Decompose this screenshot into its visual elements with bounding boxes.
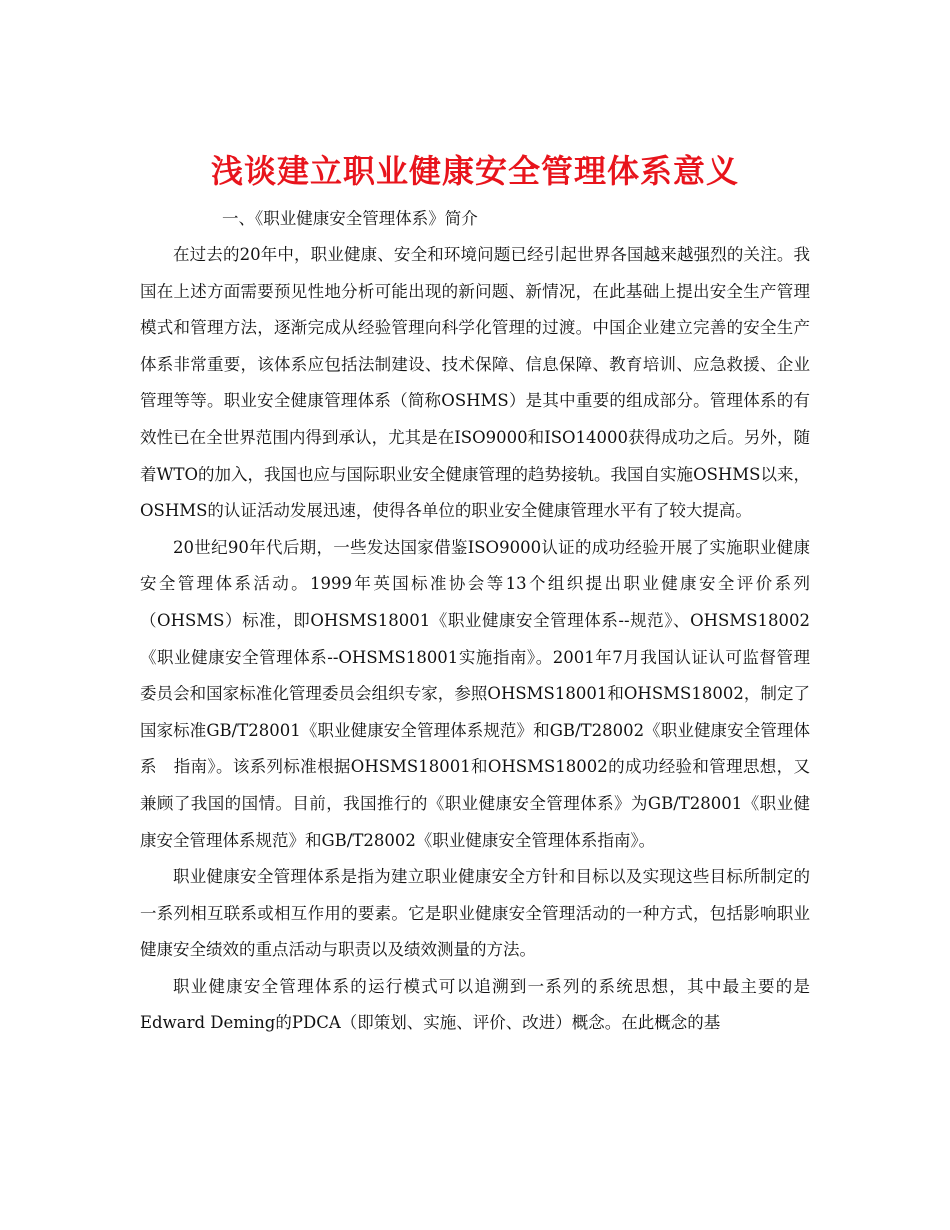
section-heading: 一、《职业健康安全管理体系》简介 — [222, 209, 478, 228]
document-body — [140, 201, 810, 1042]
paragraph-intro: 在过去的20年中，职业健康、安全和环境问题已经引起世界各国越来越强烈的关注。我国在上述方面需要预见性地分析可能出现的新问题、新情况，在此基础上提出安全生产管理模式和管理方法，逐渐完成从经验管理向科学化管理的过渡。中国企业建立完善的安全生产体系非常重要，该体系应包括法制建设、技术保障、信息保障、教育培训、应急救援、企业管理等等。职业安全健康管理体系（简称OSHMS）是其中重要的组成部分。管理体系的有效性已在全世界范围内得到承认，尤其是在ISO9000和ISO14000获得成功之后。另外，随着WTO的加入，我国也应与国际职业安全健康管理的趋势接轨。我国自实施OSHMS以来，OSHMS的认证活动发展迅速，使得各单位的职业安全健康管理水平有了较大提高。 — [140, 245, 810, 521]
paragraph-history: 20世纪90年代后期，一些发达国家借鉴ISO9000认证的成功经验开展了实施职业健康安全管理体系活动。1999年英国标准协会等13个组织提出职业健康安全评价系列（OHSMS）标准，即OHSMS18001《职业健康安全管理体系--规范》、OHSMS18002《职业健康安全管理体系--OHSMS18001实施指南》。2001年7月我国认证认可监督管理委员会和国家标准化管理委员会组织专家，参照OHSMS18001和OHSMS18002，制定了国家标准GB/T28001《职业健康安全管理体系规范》和GB/T28002《职业健康安全管理体系 指南》。该系列标准根据OHSMS18001和OHSMS18002的成功经验和管理思想，又兼顾了我国的国情。目前，我国推行的《职业健康安全管理体系》为GB/T28001《职业健康安全管理体系规范》和GB/T28002《职业健康安全管理体系指南》。 — [140, 537, 810, 850]
document-title: 浅谈建立职业健康安全管理体系意义 — [210, 152, 739, 191]
paragraph-pdca: 职业健康安全管理体系的运行模式可以追溯到一系列的系统思想，其中最主要的是Edward Deming的PDCA（即策划、实施、评价、改进）概念。在此概念的基 — [140, 976, 810, 1033]
paragraph-definition: 职业健康安全管理体系是指为建立职业健康安全方针和目标以及实现这些目标所制定的一系列相互联系或相互作用的要素。它是职业健康安全管理活动的一种方式，包括影响职业健康安全绩效的重点活动与职责以及绩效测量的方法。 — [140, 867, 810, 960]
